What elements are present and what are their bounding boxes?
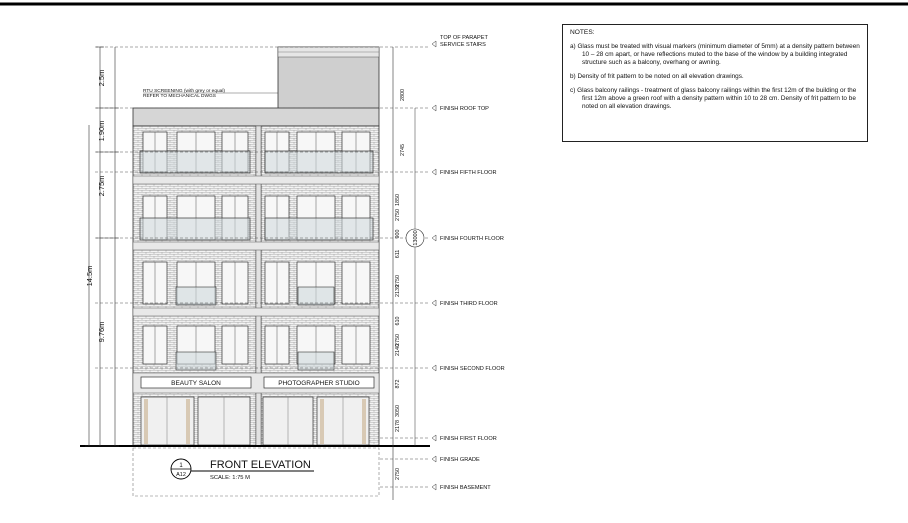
basement-outline [133, 448, 379, 496]
right-dim-label: 1850 [395, 194, 401, 206]
right-dim-label: 2750 [395, 209, 401, 221]
right-dim-circle [406, 229, 424, 247]
dim-2-5m: 2.5m [97, 69, 106, 87]
note-a: a) Glass must be treated with visual markers (minimum diameter of 5mm) at a density pattern between 10 – 28 cm apart, or have reflections muted to the base of the window by a building integrated structure such as a balcony, overhang or awning. [570, 43, 860, 66]
right-dim-label: 872 [395, 379, 401, 389]
dim-1-90m: 1.90m [97, 120, 106, 142]
note-b: b) Density of frit pattern to be noted on all elevation drawings. [570, 73, 744, 80]
right-dim-label: 900 [395, 229, 401, 239]
right-dim-label: 2745 [400, 144, 406, 156]
note-c: c) Glass balcony railings - treatment of glass balcony railings within the first 12m of the building or the first 12m above a green roof with a density pattern within 10 to 28 cm. Density of frit pattern to be noted on all elevation drawings. [570, 87, 857, 110]
rtu-note-line1: RTU SCREENING (with grey or equal) [143, 89, 226, 94]
right-dimension-labels [395, 89, 406, 480]
right-dim-label: 3050 [395, 405, 401, 417]
sign-right-label: PHOTOGRAPHER STUDIO [278, 380, 360, 387]
right-dim-label: 2750 [395, 468, 401, 480]
level-first: FINISH FIRST FLOOR [440, 436, 497, 442]
level-basement: FINISH BASEMENT [440, 485, 491, 491]
rtu-note-line2: REFER TO MECHANICAL DWGS [143, 94, 216, 99]
dim-2-75m: 2.75m [97, 175, 106, 197]
level-parapet: TOP OF PARAPET [440, 35, 488, 41]
sign-left-label: BEAUTY SALON [171, 380, 221, 387]
level-stairs: SERVICE STAIRS [440, 42, 486, 48]
right-dim-label: 611 [395, 249, 401, 259]
drawing-title: FRONT ELEVATION [210, 459, 311, 471]
level-roof: FINISH ROOF TOP [440, 106, 489, 112]
dim-14-5m: 14.5m [85, 265, 94, 287]
notes-box [562, 24, 868, 142]
level-fifth: FINISH FIFTH FLOOR [440, 170, 497, 176]
right-dim-label: 2800 [400, 89, 406, 101]
drawing-scale: SCALE: 1:75 M [210, 475, 250, 481]
right-dim-label: 2140 [395, 344, 401, 356]
detail-number: 1 [179, 463, 183, 469]
dim-9-76m: 9.76m [97, 321, 106, 343]
notes-heading: NOTES: [570, 29, 595, 36]
level-grade: FINISH GRADE [440, 457, 480, 463]
level-third: FINISH THIRD FLOOR [440, 301, 498, 307]
right-dim-label: 2750 [395, 334, 401, 346]
level-second: FINISH SECOND FLOOR [440, 366, 505, 372]
left-dimensions [85, 47, 119, 446]
parapet-band [133, 108, 379, 126]
right-dim-label: 2750 [395, 275, 401, 287]
right-dim-label: 610 [395, 316, 401, 326]
facade-pier [256, 126, 261, 446]
right-dim-label: 2139 [395, 285, 401, 297]
detail-title [171, 459, 314, 481]
svg-text:13000: 13000 [413, 230, 419, 246]
right-dim-label: 2178 [395, 420, 401, 432]
detail-sheet: A12 [176, 472, 186, 478]
level-fourth: FINISH FOURTH FLOOR [440, 236, 504, 242]
